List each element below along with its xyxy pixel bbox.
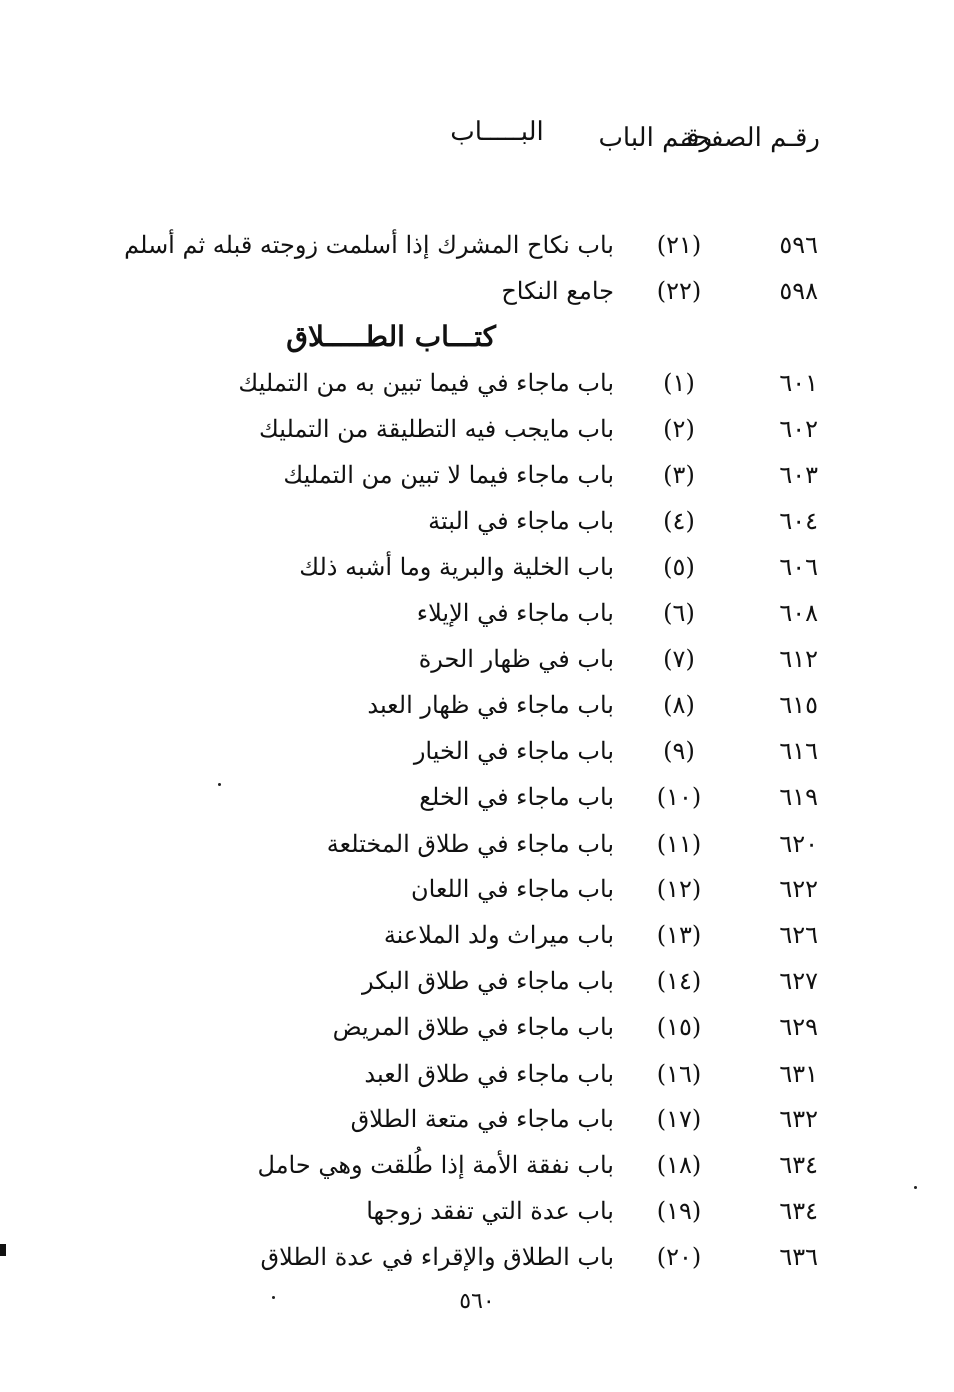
toc-chapter-num: (٦) [663,599,695,627]
toc-row [0,1004,954,1050]
toc-page: ٥٩٨ [779,277,818,305]
toc-page: ٥٩٦ [779,231,818,259]
toc-chapter-num: (٢١) [656,231,702,259]
toc-title: باب ماجاء في طلاق المختلعة [326,830,614,858]
toc-chapter-num: (٥) [663,553,695,581]
toc-page: ٦١٢ [779,645,818,673]
scan-speck [272,1296,275,1299]
toc-chapter-num: (١١) [656,830,702,858]
toc-title: باب ميراث ولد الملاعنة [383,921,614,949]
toc-page: ٦٠٢ [779,415,818,443]
toc-chapter-num: (٨) [663,691,695,719]
toc-chapter-num: (١٨) [656,1151,702,1179]
toc-row [0,866,954,912]
toc-page: ٦٠٦ [779,553,818,581]
toc-chapter-num: (٧) [663,645,695,673]
toc-title: باب ماجاء في فيما تبين به من التمليك [238,369,614,397]
toc-title: باب في ظهار الحرة [418,645,614,673]
toc-row [0,912,954,958]
toc-chapter-num: (١٥) [656,1013,702,1041]
toc-row [0,1188,954,1234]
toc-row [0,728,954,774]
toc-page: ٦٢٠ [779,830,818,858]
toc-chapter-num: (٤) [663,507,695,535]
header-chapter-title: البـــــاب [450,117,544,147]
toc-chapter-num: (١٩) [656,1197,702,1225]
scan-speck [218,783,221,786]
toc-title: باب ماجاء في الخيار [413,737,614,765]
toc-row [0,590,954,636]
toc-page: ٦٣٢ [779,1105,818,1133]
toc-page: ٦٣٦ [779,1243,818,1271]
toc-chapter-num: (١٣) [656,921,702,949]
toc-page: ٦٠٤ [779,507,818,535]
toc-row [0,1051,954,1097]
toc-page: ٦٠٨ [779,599,818,627]
toc-title: باب مايجب فيه التطليقة من التمليك [259,415,614,443]
scan-speck [914,1186,917,1189]
toc-title: باب ماجاء في البتة [428,507,614,535]
toc-title: باب ماجاء في طلاق المريض [332,1013,614,1041]
toc-chapter-num: (٢٠) [656,1243,702,1271]
toc-title: باب ماجاء في الإيلاء [416,599,614,627]
toc-row [0,268,954,314]
toc-chapter-num: (٢٢) [656,277,702,305]
toc-row [0,821,954,867]
toc-chapter-num: (١) [663,369,695,397]
toc-title: باب عدة التي تفقد زوجها [366,1197,614,1225]
toc-row [0,1234,954,1280]
toc-title: باب الطلاق والإقراء في عدة الطلاق [260,1243,614,1271]
toc-row [0,406,954,452]
toc-row [0,1096,954,1142]
toc-page: ٦٢٧ [779,967,818,995]
toc-title: باب ماجاء في متعة الطلاق [350,1105,614,1133]
toc-title: باب الخلية والبرية وما أشبه ذلك [299,553,614,581]
toc-page: ٦١٩ [779,783,818,811]
toc-title: باب ماجاء في الخلع [419,783,614,811]
scan-edge-mark [0,1244,6,1256]
toc-page: ٦١٥ [779,691,818,719]
toc-chapter-num: (١٧) [656,1105,702,1133]
toc-row [0,360,954,406]
toc-title: باب نكاح المشرك إذا أسلمت زوجته قبله ثم أسلم [124,231,614,259]
toc-page: ٦٣٤ [779,1197,818,1225]
toc-page: ٦٣١ [779,1060,818,1088]
toc-row [0,544,954,590]
toc-row [0,636,954,682]
toc-title: باب ماجاء في ظهار العبد [367,691,614,719]
toc-title: باب ماجاء في اللعان [411,875,614,903]
footer-page-number: ٥٦٠ [459,1289,495,1314]
toc-chapter-num: (٩) [663,737,695,765]
toc-title: باب ماجاء في طلاق العبد [364,1060,614,1088]
toc-row [0,774,954,820]
toc-title: باب ماجاء فيما لا تبين من التمليك [283,461,614,489]
toc-chapter-num: (١٦) [656,1060,702,1088]
toc-chapter-num: (٢) [663,415,695,443]
toc-page: ٦١٦ [779,737,818,765]
toc-page: ٦٠١ [779,369,818,397]
toc-page: ٦٢٦ [779,921,818,949]
toc-row [0,1142,954,1188]
toc-row [0,222,954,268]
toc-row [0,958,954,1004]
toc-page: ٦٢٩ [779,1013,818,1041]
toc-page: ٦٢٢ [779,875,818,903]
header-chapter-number: رقـم الباب [598,123,712,153]
toc-chapter-num: (٣) [663,461,695,489]
toc-row [0,682,954,728]
toc-chapter-num: (١٠) [656,783,702,811]
toc-row [0,498,954,544]
toc-title: جامع النكاح [501,277,614,305]
book-heading: كتـــاب الطـــــلاق [286,320,496,353]
toc-page: ٦٠٣ [779,461,818,489]
toc-page: ٦٣٤ [779,1151,818,1179]
toc-chapter-num: (١٤) [656,967,702,995]
toc-title: باب ماجاء في طلاق البكر [362,967,614,995]
toc-chapter-num: (١٢) [656,875,702,903]
header-page-number: رقـم الصفحة [680,123,820,153]
toc-row [0,452,954,498]
toc-title: باب نفقة الأمة إذا طُلقت وهي حامل [257,1151,614,1179]
